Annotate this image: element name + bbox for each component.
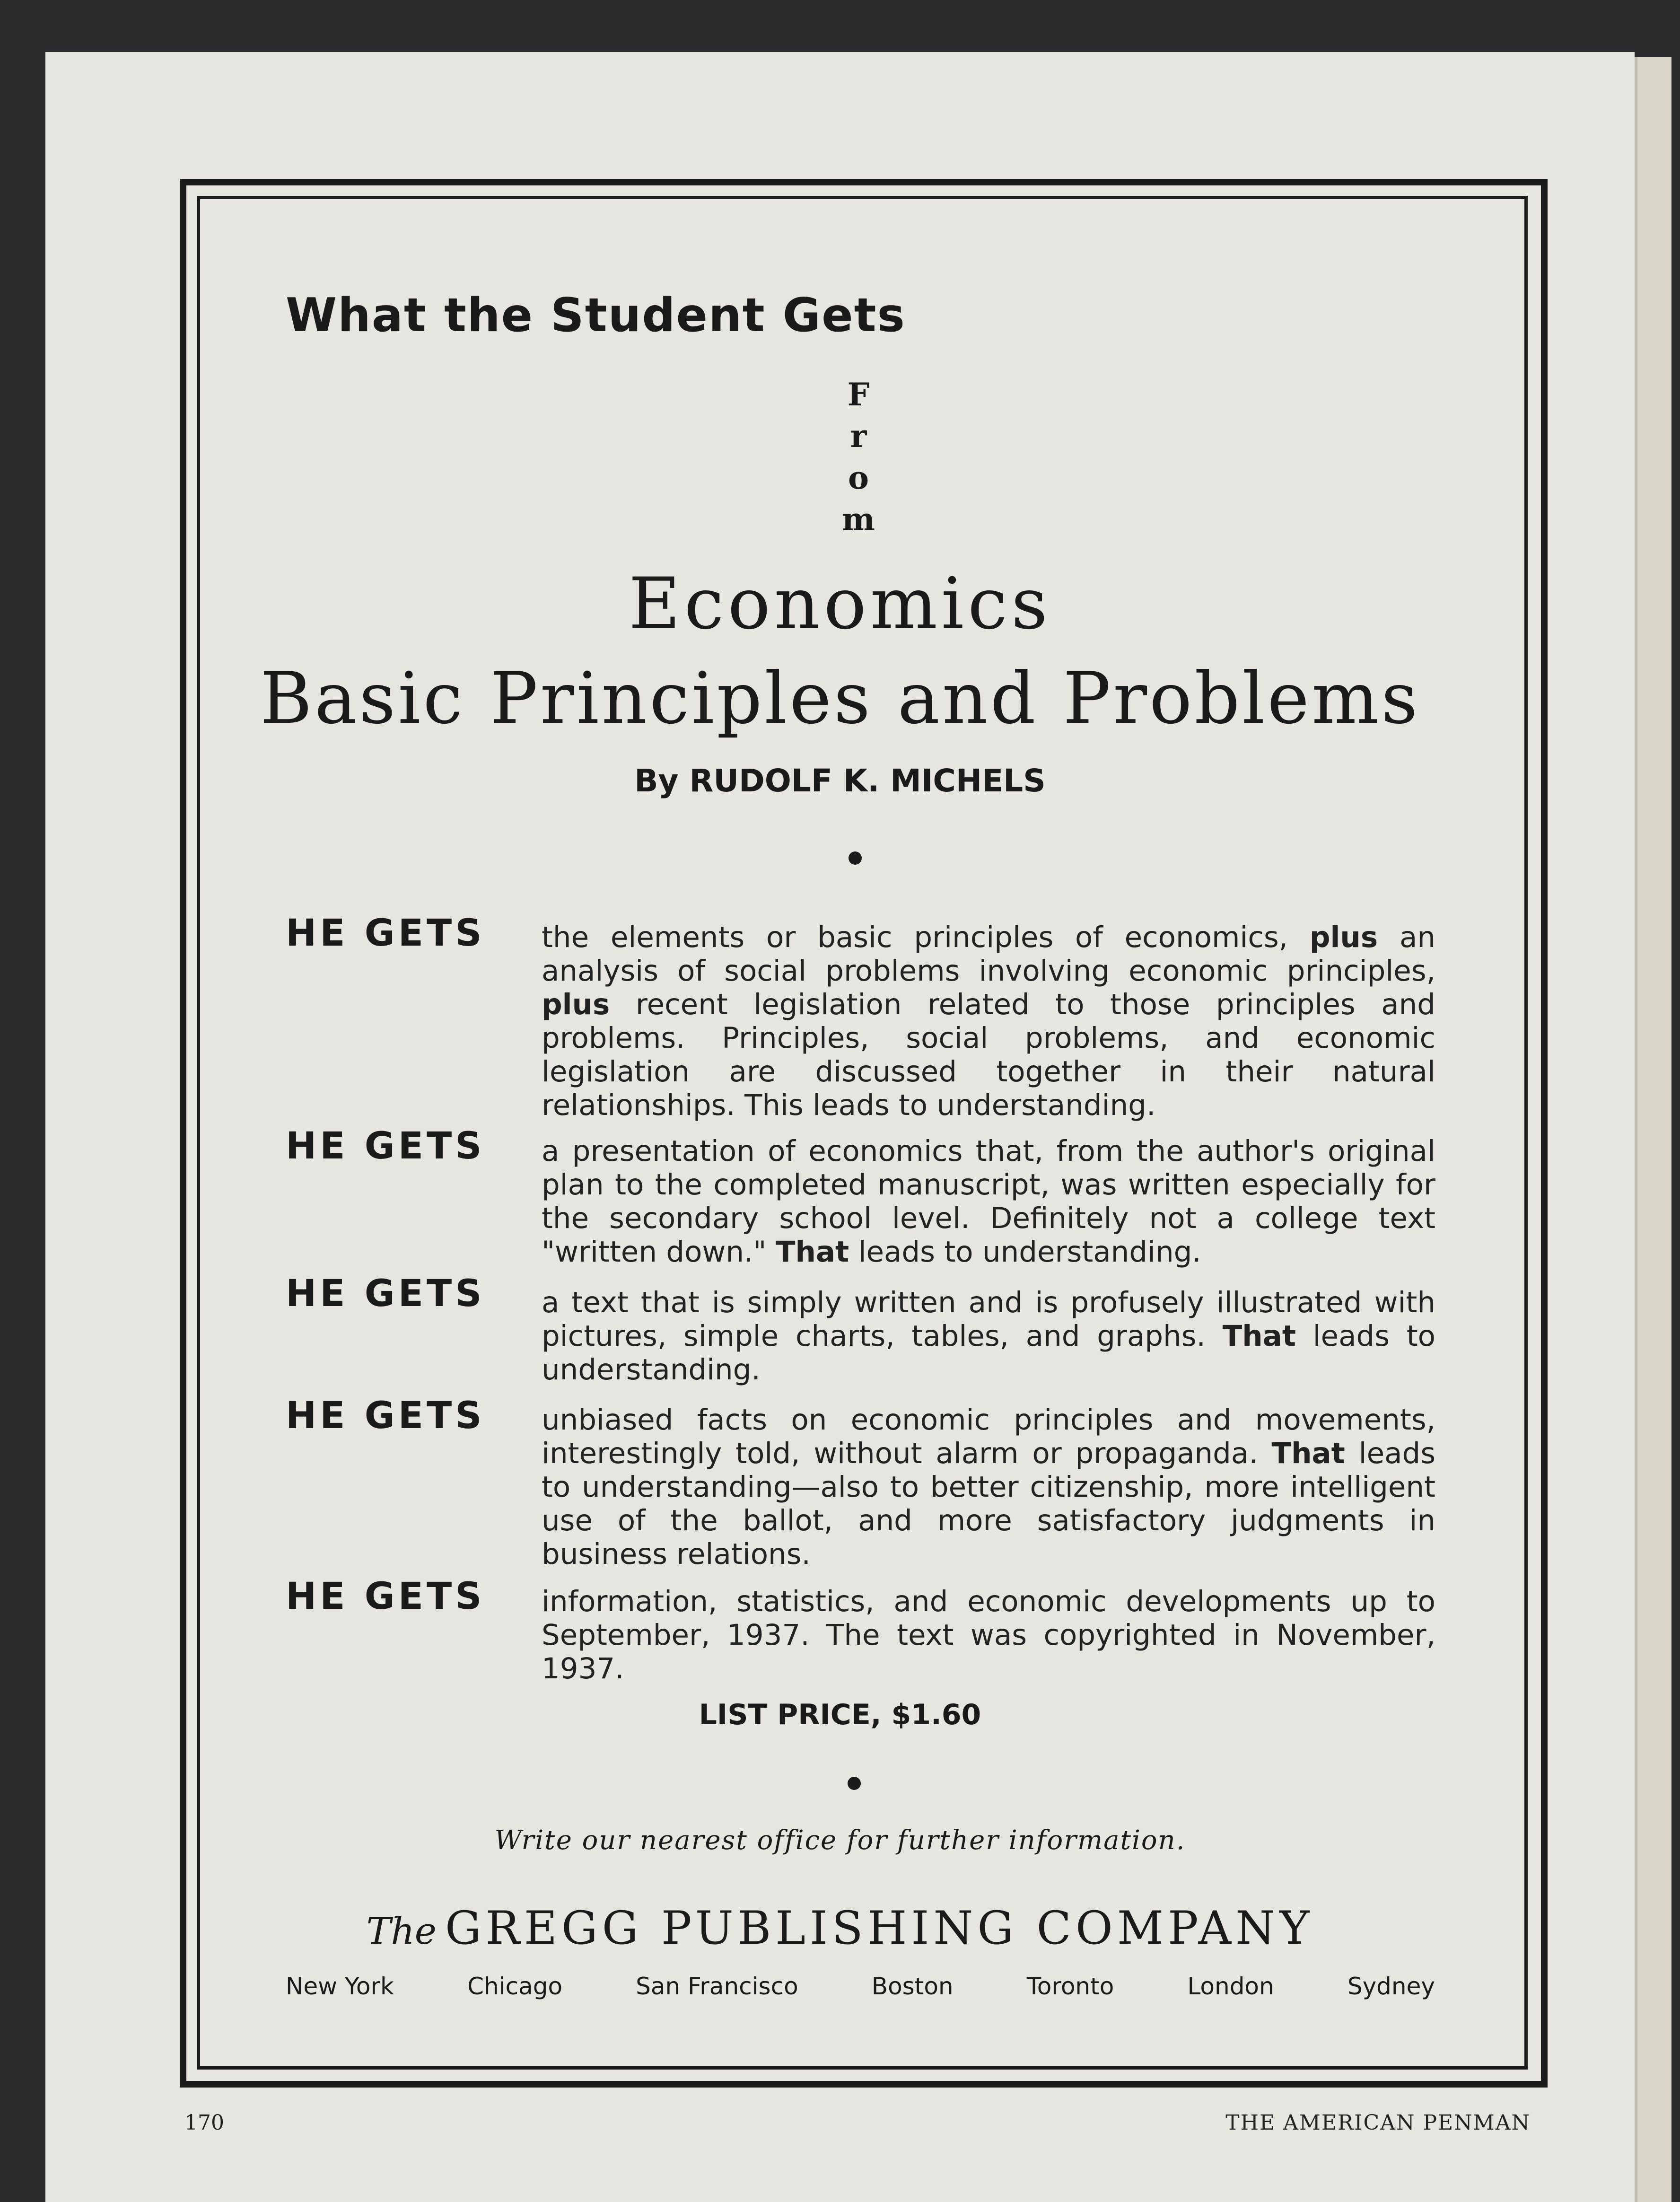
publisher-the: The bbox=[366, 1910, 437, 1953]
list-price: LIST PRICE, $1.60 bbox=[699, 1698, 981, 1731]
he-gets-label: HE GETS bbox=[286, 1395, 485, 1437]
from-vertical bbox=[837, 374, 880, 540]
city: New York bbox=[286, 1973, 394, 2000]
he-gets-label: HE GETS bbox=[286, 1272, 485, 1315]
he-gets-label: HE GETS bbox=[286, 1575, 485, 1618]
he-gets-text: unbiased facts on economic principles and movements, interestingly told, without alarm or propaganda. That leads to understanding—also to better citizenship, more intelligent use of the ballot, and more satisfactory judgments in business relations. bbox=[542, 1403, 1436, 1571]
from-letter: m bbox=[842, 501, 875, 538]
from-letter: o bbox=[848, 459, 869, 496]
he-gets-text: a presentation of economics that, from the author's original plan to the completed manuscript, was written especially for the secondary school level. Definitely not a college text "written down." That leads to understanding. bbox=[542, 1134, 1435, 1269]
he-gets-label: HE GETS bbox=[286, 912, 485, 955]
headline: What the Student Gets bbox=[286, 289, 906, 342]
magazine-name: THE AMERICAN PENMAN bbox=[1225, 2111, 1531, 2135]
author-byline: By RUDOLF K. MICHELS bbox=[634, 763, 1046, 799]
city: Toronto bbox=[1026, 1973, 1114, 2000]
he-gets-text: the elements or basic principles of economics, plus an analysis of social problems involving economic principles, plus recent legislation related to those principles and problems. Principles, social problems, and economic legislation are discussed together in their natural relationships. This leads to understanding. bbox=[542, 921, 1435, 1122]
adjacent-page-edge bbox=[1635, 57, 1671, 2202]
book-title-line1: Economics bbox=[629, 563, 1051, 645]
publisher-company: GREGG PUBLISHING COMPANY bbox=[445, 1902, 1314, 1955]
from-letter: r bbox=[850, 418, 867, 455]
city: Chicago bbox=[467, 1973, 563, 2000]
city: San Francisco bbox=[636, 1973, 798, 2000]
publisher-name bbox=[0, 1902, 1680, 1955]
page-number: 170 bbox=[184, 2111, 224, 2135]
he-gets-label: HE GETS bbox=[286, 1125, 485, 1167]
office-cities bbox=[286, 1973, 1435, 2000]
he-gets-text: information, statistics, and economic developments up to September, 1937. The text was copyrighted in November, 1937. bbox=[542, 1585, 1435, 1685]
bullet-divider bbox=[849, 851, 862, 865]
he-gets-text: a text that is simply written and is profusely illustrated with pictures, simple charts, tables, and graphs. That leads to understanding. bbox=[542, 1286, 1435, 1386]
city: London bbox=[1187, 1973, 1274, 2000]
city: Sydney bbox=[1347, 1973, 1435, 2000]
bullet-divider bbox=[848, 1777, 861, 1790]
city: Boston bbox=[871, 1973, 954, 2000]
from-letter: F bbox=[847, 376, 870, 413]
contact-note: Write our nearest office for further information. bbox=[494, 1825, 1186, 1856]
book-title-line2: Basic Principles and Problems bbox=[260, 658, 1420, 740]
